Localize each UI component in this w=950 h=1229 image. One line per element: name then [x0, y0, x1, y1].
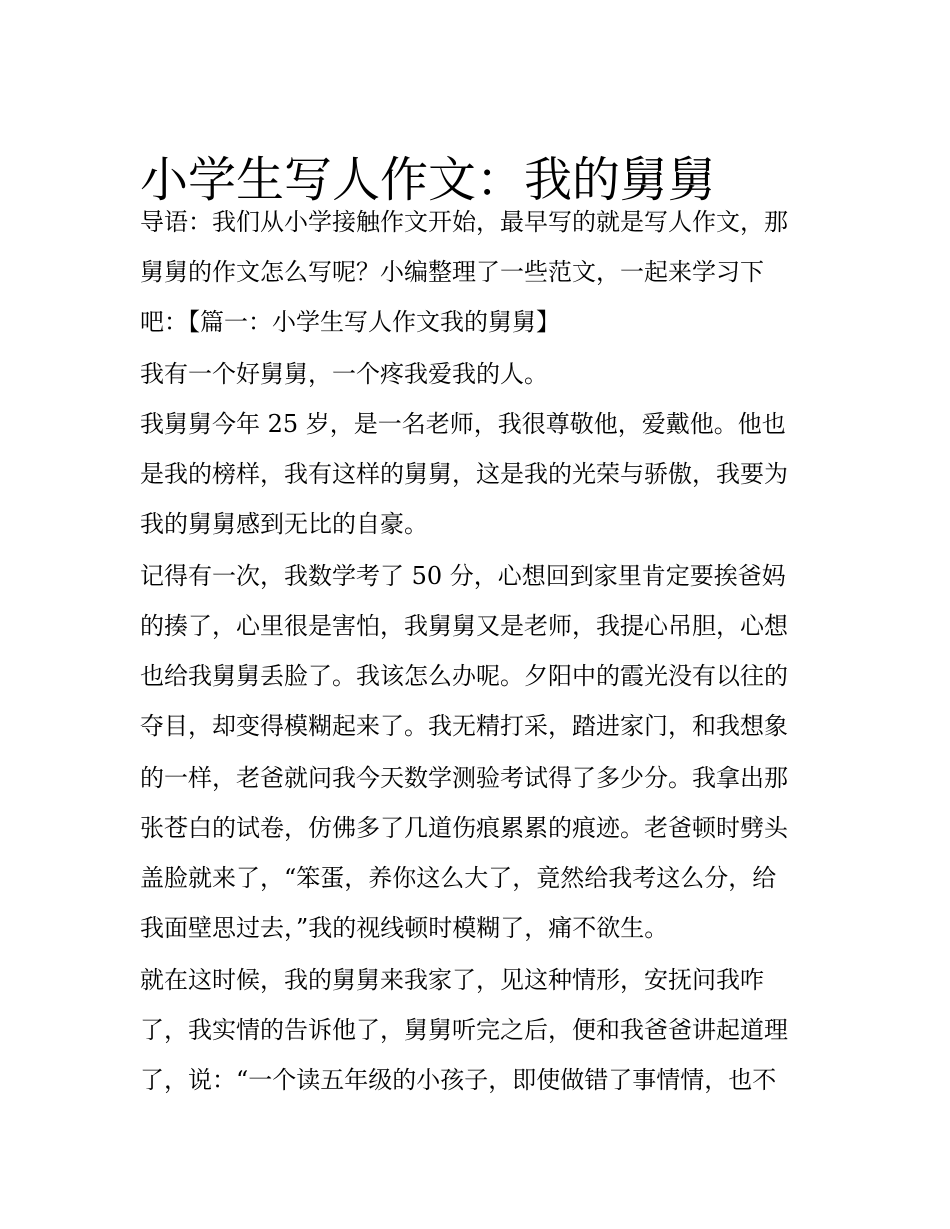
text-line: 张苍白的试卷，仿佛多了几道伤痕累累的痕迹。老爸顿时劈头 — [140, 814, 788, 842]
text-line: 也给我舅舅丢脸了。我该怎么办呢。夕阳中的霞光没有以往的 — [140, 662, 788, 690]
text-line: 我面壁思过去，”我的视线顿时模糊了，痛不欲生。 — [140, 914, 669, 942]
text-line: 舅舅的作文怎么写呢？小编整理了一些范文，一起来学习下 — [140, 258, 764, 286]
text-line: 的一样，老爸就问我今天数学测验考试得了多少分。我拿出那 — [140, 764, 788, 792]
text-line: 夺目，却变得模糊起来了。我无精打采，踏进家门，和我想象 — [140, 712, 788, 740]
text-line: 我舅舅今年 25 岁，是一名老师，我很尊敬他，爱戴他。他也 — [140, 410, 786, 438]
text-line: 盖脸就来了，“笨蛋，养你这么大了，竟然给我考这么分，给 — [140, 864, 777, 892]
text-line: 吧：【篇一：小学生写人作文我的舅舅】 — [140, 308, 560, 336]
text-line: 是我的榜样，我有这样的舅舅，这是我的光荣与骄傲，我要为 — [140, 460, 788, 488]
text-line: 了，我实情的告诉他了，舅舅听完之后，便和我爸爸讲起道理 — [140, 1016, 788, 1044]
document-title: 小学生写人作文：我的舅舅 — [140, 152, 717, 209]
text-line: 导语：我们从小学接触作文开始，最早写的就是写人作文，那 — [140, 208, 788, 236]
text-line: 就在这时候，我的舅舅来我家了，见这种情形，安抚问我咋 — [140, 966, 764, 994]
text-line: 记得有一次，我数学考了 50 分，心想回到家里肯定要挨爸妈 — [140, 562, 786, 590]
text-line: 了，说：“一个读五年级的小孩子，即使做错了事情情，也不 — [140, 1066, 777, 1094]
text-line: 我的舅舅感到无比的自豪。 — [140, 510, 428, 538]
text-line: 的揍了，心里很是害怕，我舅舅又是老师，我提心吊胆，心想 — [140, 612, 788, 640]
text-line: 我有一个好舅舅，一个疼我爱我的人。 — [140, 360, 548, 388]
